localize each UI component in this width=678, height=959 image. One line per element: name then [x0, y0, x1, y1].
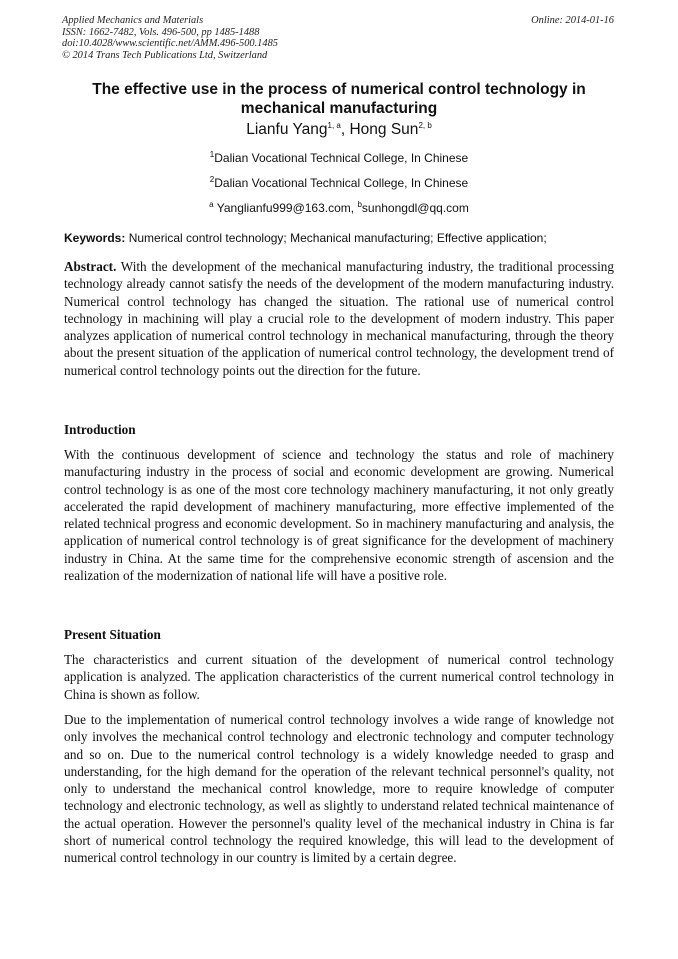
email-b: sunhongdl@qq.com: [361, 201, 469, 215]
affiliation-1: [64, 151, 614, 165]
copyright-line: © 2014 Trans Tech Publications Ltd, Switzerland: [62, 49, 268, 61]
email-a: Yanglianfu999@163.com,: [213, 201, 358, 215]
online-date: Online: 2014-01-16: [531, 15, 614, 26]
paper-title: The effective use in the process of numerical control technology in mechanical manufacturing: [92, 81, 586, 117]
introduction-text: With the continuous development of science and technology the status and role of machinery manufacturing industry in the process of social and economic development are growing. Numerical control technology is as one of the most core technology machinery manufacturing, it not only greatly accelerated the rapid development of machinery manufacturing, more effective implemented of the related technical progress and economic development. So in machinery manufacturing and analysis, the application of numerical control technology is of great significance for the development of machinery industry in China. At the same time for the comprehensive economic strength of ascension and the realization of the modernization of national life will have a positive role.: [64, 447, 614, 584]
affiliation-1-marker: 1: [209, 150, 215, 159]
affiliation-2-marker: 2: [209, 175, 215, 184]
present-situation-para-1: The characteristics and current situation of the development of numerical control technology application is analyzed. The application characteristics of the current numerical control technology in China is shown as follow.: [64, 652, 614, 702]
affiliation-1-text: Dalian Vocational Technical College, In Chinese: [214, 151, 469, 165]
author-1: Lianfu Yang: [246, 121, 328, 138]
present-situation-para-2: Due to the implementation of numerical control technology involves a wide range of knowledge not only involves the mechanical control technology and electronic technology and computer technology and so on. Due to the numerical control technology is a widely knowledge needed to grasp and understanding, for the high demand for the operation of the relevant technical personnel's quality, not only to understand the mechanical control knowledge, more to require knowledge of computer technology and electronic technology, as well as slightly to understand related technical maintenance of the actual operation. However the personnel's quality level of the mechanical industry in China is far short of numerical control technology the required knowledge, this will lead to the development of numerical control technology in our country is limited by a certain degree.: [64, 712, 614, 866]
journal-header: [62, 15, 278, 61]
affiliation-2: [64, 176, 614, 190]
affiliation-2-text: Dalian Vocational Technical College, In Chinese: [214, 176, 469, 190]
abstract-label: Abstract.: [64, 259, 117, 274]
abstract-text: With the development of the mechanical manufacturing industry, the traditional processing technology already cannot satisfy the needs of the development of the modern manufacturing industry. Numerical control technology has changed the situation. The rational use of numerical control technology in machining will play a crucial role to the development of modern industry. This paper analyzes application of numerical control technology in mechanical manufacturing, through the theory about the present situation of the application of numerical control technology, the development trend of numerical control technology points out the direction for the future.: [64, 259, 614, 378]
email-a-marker: a: [209, 200, 214, 209]
keywords-label: Keywords:: [64, 231, 126, 245]
author-separator: ,: [340, 121, 350, 138]
introduction-heading: Introduction: [64, 422, 136, 437]
keywords-text: Numerical control technology; Mechanical manufacturing; Effective application;: [125, 231, 547, 245]
present-situation-heading: Present Situation: [64, 627, 161, 642]
journal-name: Applied Mechanics and Materials: [62, 15, 204, 26]
doi-line: doi:10.4028/www.scientific.net/AMM.496-500.1485: [62, 38, 278, 50]
abstract: [64, 258, 614, 379]
email-line: [64, 201, 614, 215]
author-2-affil: 2, b: [418, 120, 432, 130]
author-2: Hong Sun: [349, 121, 419, 138]
author-1-affil: 1, a: [327, 120, 341, 130]
issn-line: ISSN: 1662-7482, Vols. 496-500, pp 1485-1488: [62, 26, 260, 38]
email-b-marker: b: [357, 200, 362, 209]
author-line: [64, 120, 614, 140]
keywords: [64, 231, 614, 245]
